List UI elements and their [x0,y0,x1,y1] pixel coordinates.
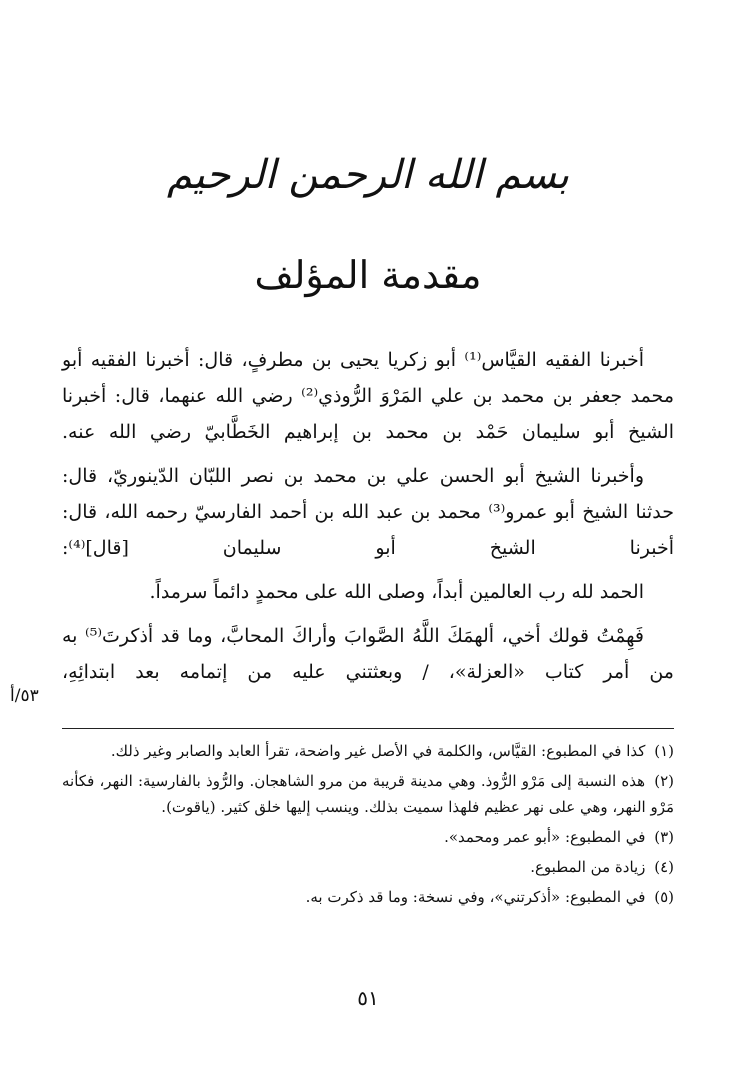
footnote-text: في المطبوع: «أبو عمر ومحمد». [444,828,646,846]
footnote-5 [62,884,674,910]
paragraph-4: فَهِمْتُ قولك أخي، ألهمَكَ اللَّهُ الصَّوابَ وأراكَ المحابَّ، وما قد أذكرتَ⁽⁵⁾ به من أمر كتاب «العزلة»، / وبعثتني عليه من إتمامه بعد ابتدائِهِ، [62,625,674,683]
footnote-number: (٣) [654,828,674,846]
footnote-number: (١) [654,742,674,760]
footnote-text: هذه النسبة إلى مَرْو الرُّوذ. وهي مدينة قريبة من مرو الشاهجان. والرُّوذ بالفارسية: النهر، فكأنه مَرْو النهر، وهي على نهر عظيم فلهذا سميت بذلك. وينسب إليها خلق كثير. (ياقوت). [62,772,674,816]
manuscript-folio-reference: ٥٣/أ [10,686,39,706]
footnote-text: زيادة من المطبوع. [530,858,646,876]
main-text [62,342,674,698]
basmala-heading: بسم الله الرحمن الرحيم [166,152,570,198]
paragraph-1: أخبرنا الفقيه القيَّاس⁽¹⁾ أبو زكريا يحيى بن مطرفٍ، قال: أخبرنا الفقيه أبو محمد جعفر بن محمد بن علي المَرْوَ الرُّوذي⁽²⁾ رضي الله عنهما، قال: أخبرنا الشيخ أبو سليمان حَمْد بن محمد بن إبراهيم الخَطَّابيّ رضي الله عنه. [62,349,675,443]
footnote-number: (٤) [654,858,674,876]
page-title: مقدمة المؤلف [254,253,482,297]
footnote-1 [62,738,674,764]
footnote-text: كذا في المطبوع: القيَّاس، والكلمة في الأصل غير واضحة، تقرأ العابد والصابر وغير ذلك. [110,742,646,760]
paragraph-2: وأخبرنا الشيخ أبو الحسن علي بن محمد بن نصر اللبّان الدّينوريّ، قال: حدثنا الشيخ أبو عمرو⁽³⁾ محمد بن عبد الله بن أحمد الفارسيّ رحمه الله، قال: أخبرنا الشيخ أبو سليمان [قال]⁽⁴⁾: [62,465,674,559]
footnote-3 [62,824,674,850]
footnote-4 [62,854,674,880]
footnote-2 [62,768,674,820]
footnote-number: (٥) [654,888,674,906]
footnote-number: (٢) [654,772,674,790]
footnote-text: في المطبوع: «أذكرتني»، وفي نسخة: وما قد ذكرت به. [305,888,646,906]
footnotes [62,738,674,914]
footnote-divider [62,728,674,729]
paragraph-3: الحمد لله رب العالمين أبداً، وصلى الله على محمدٍ دائماً سرمداً. [149,581,644,603]
page-number: ٥١ [357,986,379,1010]
